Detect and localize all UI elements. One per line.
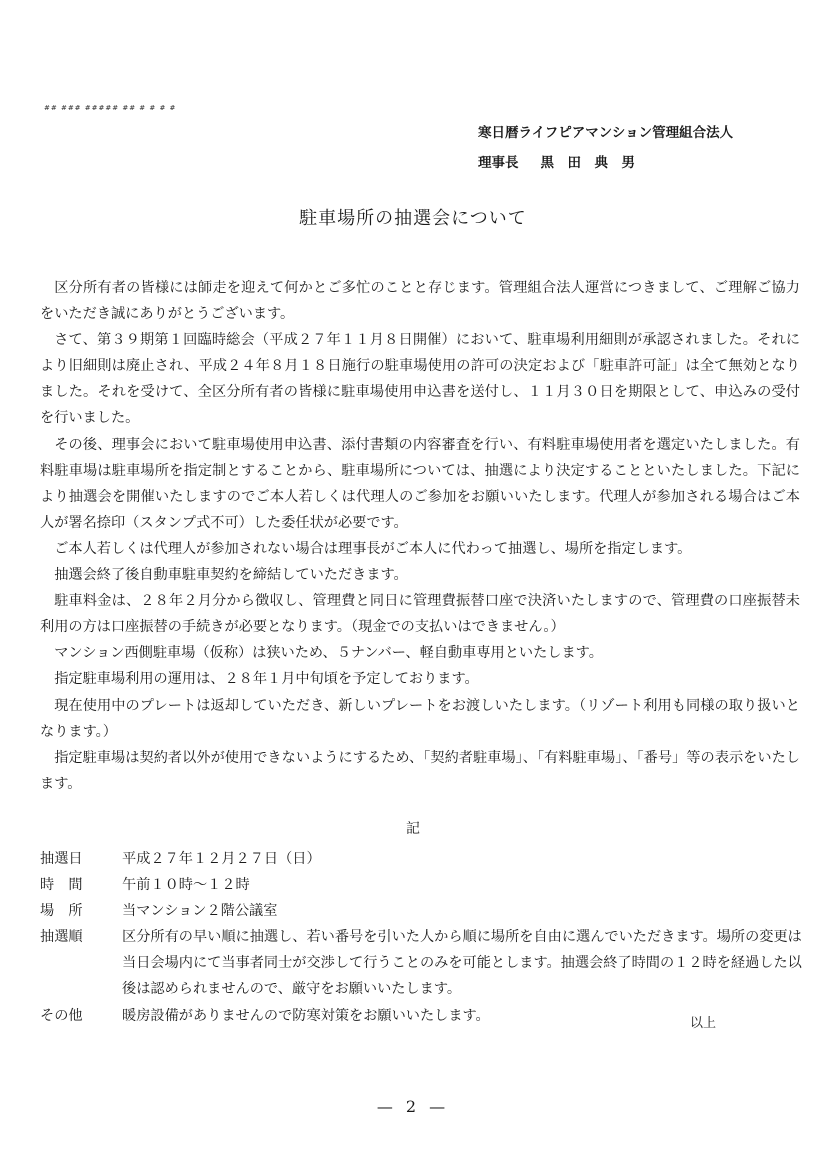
notice-heading: 記 — [406, 821, 420, 837]
details-list — [40, 846, 810, 1029]
sender-position: 理事長 — [478, 155, 519, 171]
detail-row-time — [40, 872, 810, 898]
paragraph: 指定駐車場は契約者以外が使用できないようにするため、「契約者駐車場」、「有料駐車場」、「番号」等の表示をいたします。 — [40, 749, 800, 792]
document-title: 駐車場所の抽選会について — [299, 208, 527, 229]
fax-transmission-header: ## ### ##### ## # # # # — [44, 104, 177, 112]
paragraph: その後、理事会において駐車場使用申込書、添付書類の内容審査を行い、有料駐車場使用者を選定いたしました。有料駐車場は駐車場所を指定制とすることから、駐車場所については、抽選により決定することといたしました。下記により抽選会を開催いたしますのでご本人若しくは代理人のご参加をお願いいたします。代理人が参加される場合はご本人が署名捺印（スタンプ式不可）した委任状が必要です。 — [40, 436, 800, 531]
paragraph: マンション西側駐車場（仮称）は狭いため、５ナンバー、軽自動車専用といたします。 — [54, 645, 603, 662]
sender-name: 黒 田 典 男 — [540, 155, 635, 171]
sender-signature-line — [478, 148, 733, 178]
closing-mark: 以上 — [690, 1016, 717, 1031]
detail-value: 平成２７年１２月２７日（日） — [122, 851, 321, 867]
detail-row-order — [40, 924, 810, 1002]
detail-value: 暖房設備がありませんので防寒対策をお願いいたします。 — [122, 1007, 490, 1024]
paragraph: 駐車料金は、２８年２月分から徴収し、管理費と同日に管理費振替口座で決済いたしますので、管理費の口座振替未利用の方は口座振替の手続きが必要となります。（現金での支払いはできません。） — [40, 593, 800, 636]
paragraph: 区分所有者の皆様には師走を迎えて何かとご多忙のことと存じます。管理組合法人運営につきまして、ご理解ご協力をいただき誠にありがとうございます。 — [40, 280, 800, 323]
detail-label: 抽選順 — [40, 929, 83, 946]
paragraph: さて、第３９期第１回臨時総会（平成２７年１１月８日開催）において、駐車場利用細則が承認されました。それにより旧細則は廃止され、平成２４年８月１８日施行の駐車場使用の許可の決定および「駐車許可証」は全て無効となりました。それを受けて、全区分所有者の皆様に駐車場使用申込書を送付し、１１月３０日を期限として、申込みの受付を行いました。 — [40, 332, 800, 427]
detail-label: 場 所 — [40, 903, 83, 920]
detail-label: その他 — [40, 1007, 83, 1024]
paragraph: ご本人若しくは代理人が参加されない場合は理事長がご本人に代わって抽選し、場所を指定します。 — [54, 540, 692, 557]
detail-row-place — [40, 898, 810, 924]
paragraph: 指定駐車場利用の運用は、２８年１月中旬頃を予定しております。 — [54, 671, 479, 688]
detail-row-date — [40, 846, 810, 872]
detail-label: 時 間 — [40, 877, 83, 894]
page-number: — 2 — — [376, 1097, 450, 1116]
detail-label: 抽選日 — [40, 851, 83, 867]
detail-value: 午前１０時～１２時 — [122, 877, 250, 894]
sender-organization: 寒日暦ライフピアマンション管理組合法人 — [478, 125, 734, 141]
sender-block — [478, 118, 733, 178]
detail-value: 当マンション２階公議室 — [122, 903, 278, 920]
paragraph: 現在使用中のプレートは返却していただき、新しいプレートをお渡しいたします。（リゾート利用も同様の取り扱いとなります。） — [40, 697, 800, 740]
detail-value: 区分所有の早い順に抽選し、若い番号を引いた人から順に場所を自由に選んでいただきます。場所の変更は当日会場内にて当事者同士が交渉して行うことのみを可能とします。抽選会終了時間の１２時を経過した以後は認められませんので、厳守をお願いいたします。 — [122, 929, 802, 998]
body-text — [40, 275, 800, 797]
paragraph: 抽選会終了後自動車駐車契約を締結していただきます。 — [54, 567, 408, 584]
